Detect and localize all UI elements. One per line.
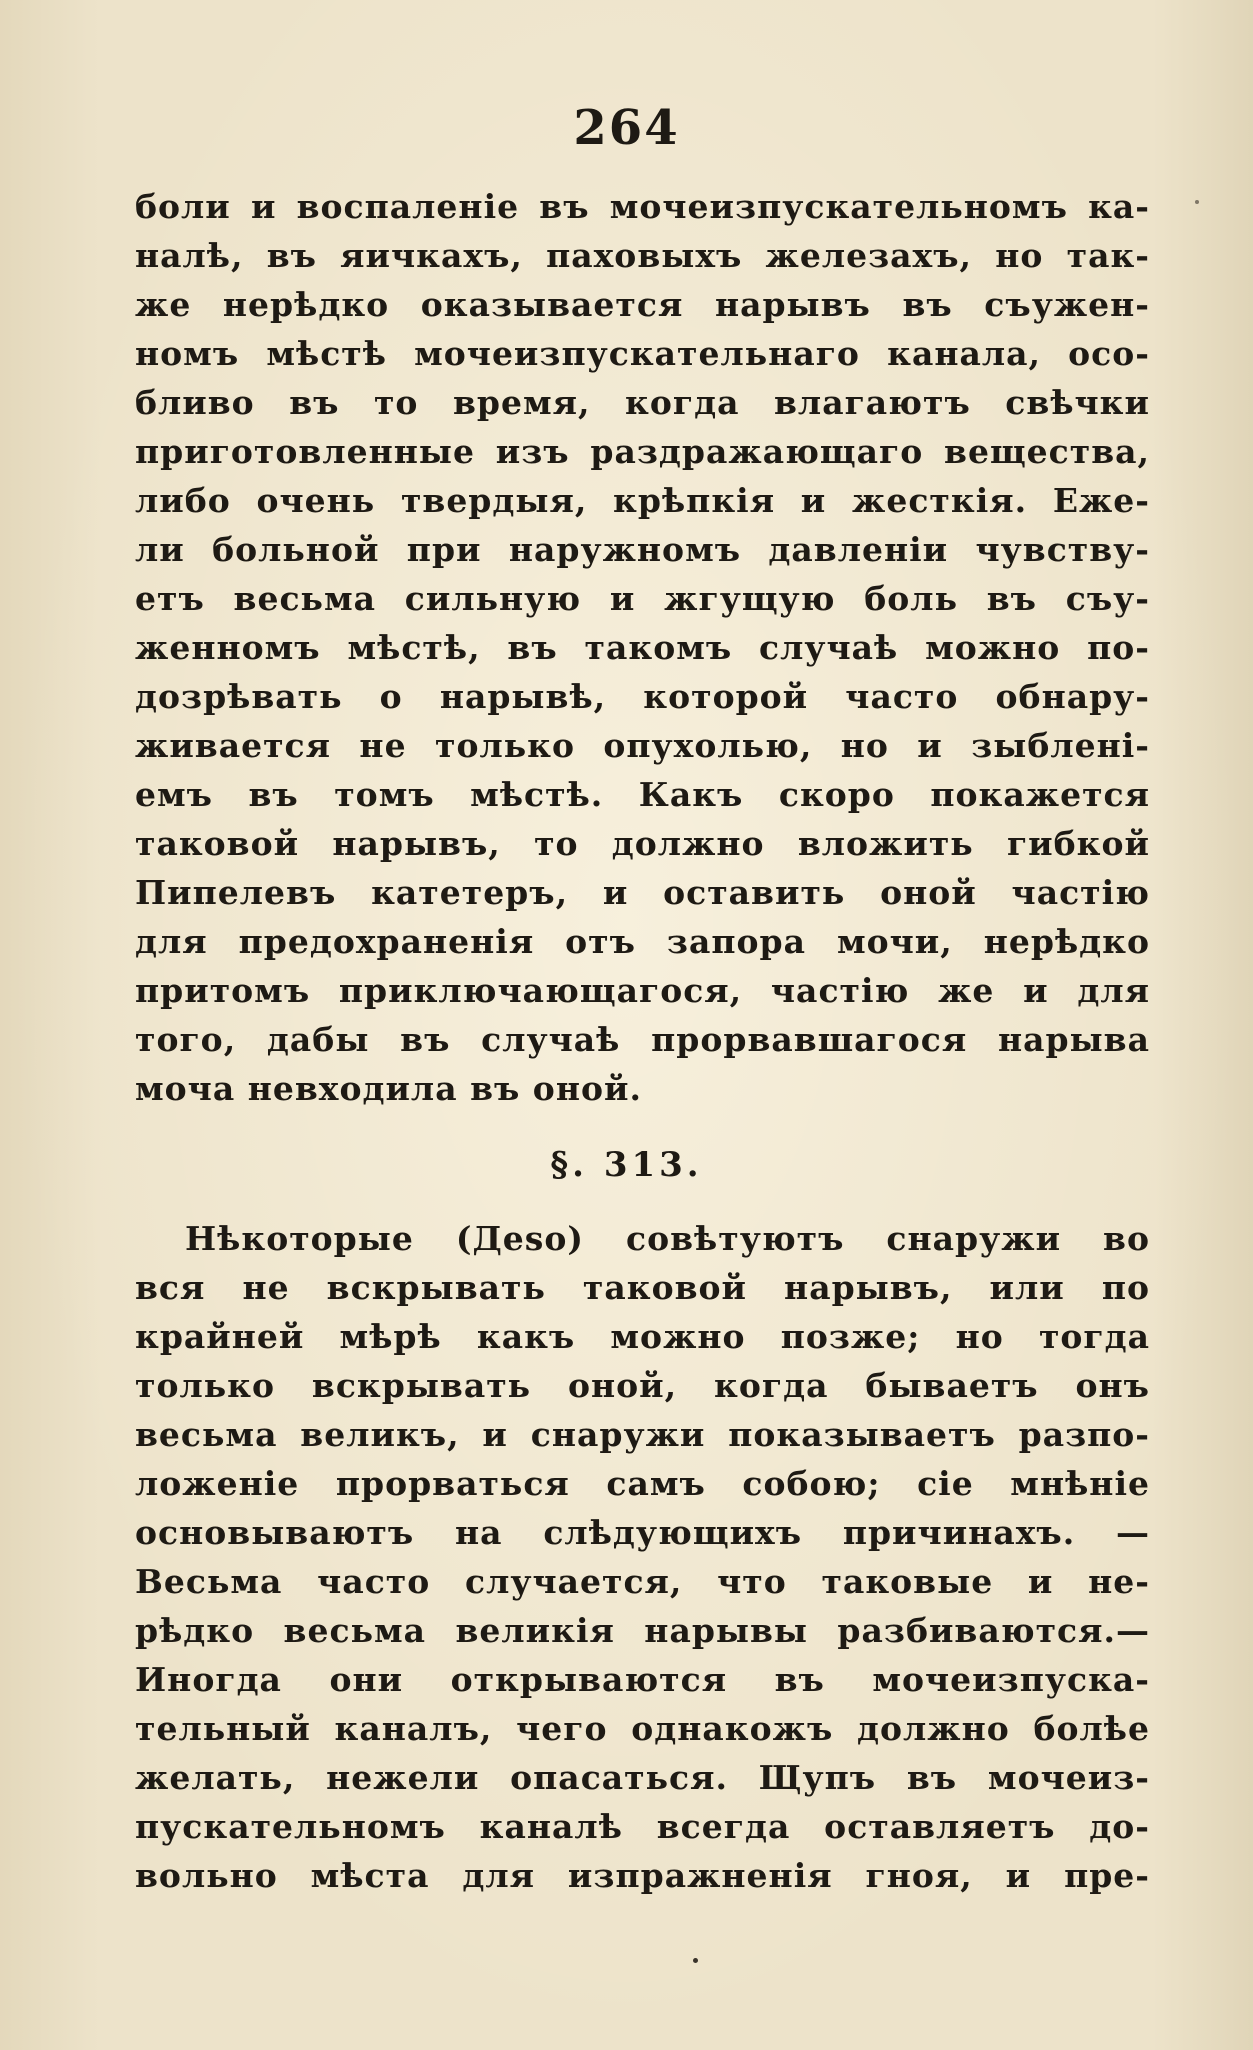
text-line: Весьма часто случается, что таковые и не- (135, 1562, 1150, 1601)
text-line: для предохраненія отъ запора мочи, нерѣдко (135, 922, 1150, 961)
text-line: ли больной при наружномъ давленіи чувству- (135, 530, 1150, 569)
text-line: таковой нарывъ, то должно вложить гибкой (135, 824, 1150, 863)
text-line: приготовленные изъ раздражающаго вещества, (135, 432, 1150, 471)
text-line: весьма великъ, и снаружи показываетъ разпо- (135, 1415, 1150, 1454)
text-line: того, дабы въ случаѣ прорвавшагося нарыва (135, 1020, 1150, 1059)
text-line: моча невходила въ оной. (135, 1069, 642, 1108)
section-heading: §. 313. (550, 1145, 703, 1185)
ink-speck (1195, 200, 1199, 204)
text-line: пускательномъ каналѣ всегда оставляетъ до- (135, 1807, 1150, 1846)
text-line: рѣдко весьма великія нарывы разбиваются.— (135, 1611, 1150, 1650)
text-line: тельный каналъ, чего однакожъ должно болѣе (135, 1709, 1150, 1748)
text-line: ложеніе прорваться самъ собою; сіе мнѣніе (135, 1464, 1150, 1503)
text-line: налѣ, въ яичкахъ, паховыхъ железахъ, но так- (135, 236, 1150, 275)
ink-speck (693, 1958, 698, 1963)
text-line: бливо въ то время, когда влагаютъ свѣчки (135, 383, 1150, 422)
text-line: только вскрывать оной, когда бываетъ онъ (135, 1366, 1150, 1405)
text-line: Нѣкоторые (Деso) совѣтуютъ снаружи во (185, 1219, 1150, 1258)
text-line: желать, нежели опасаться. Щупъ въ мочеиз- (135, 1758, 1150, 1797)
page-number: 264 (573, 100, 680, 156)
text-line: боли и воспаленіе въ мочеизпускательномъ ка- (135, 187, 1150, 226)
text-line: основываютъ на слѣдующихъ причинахъ. — (135, 1513, 1150, 1552)
text-line: же нерѣдко оказывается нарывъ въ съужен- (135, 285, 1150, 324)
text-line: номъ мѣстѣ мочеизпускательнаго канала, осо- (135, 334, 1150, 373)
text-line: дозрѣвать о нарывѣ, которой часто обнару- (135, 677, 1150, 716)
text-line: живается не только опухолью, но и зыбленi- (135, 726, 1150, 765)
text-line: вся не вскрывать таковой нарывъ, или по (135, 1268, 1150, 1307)
text-line: женномъ мѣстѣ, въ такомъ случаѣ можно по- (135, 628, 1150, 667)
text-line: Пипелевъ катетеръ, и оставить оной частію (135, 873, 1150, 912)
text-line: емъ въ томъ мѣстѣ. Какъ скоро покажется (135, 775, 1150, 814)
text-line: либо очень твердыя, крѣпкія и жесткія. Еже- (135, 481, 1150, 520)
text-line: етъ весьма сильную и жгущую боль въ съу- (135, 579, 1150, 618)
text-line: Иногда они открываются въ мочеизпуска- (135, 1660, 1150, 1699)
text-line: вольно мѣста для изпражненія гноя, и пре- (135, 1856, 1150, 1895)
text-line: притомъ приключающагося, частію же и для (135, 971, 1150, 1010)
text-line: крайней мѣрѣ какъ можно позже; но тогда (135, 1317, 1150, 1356)
